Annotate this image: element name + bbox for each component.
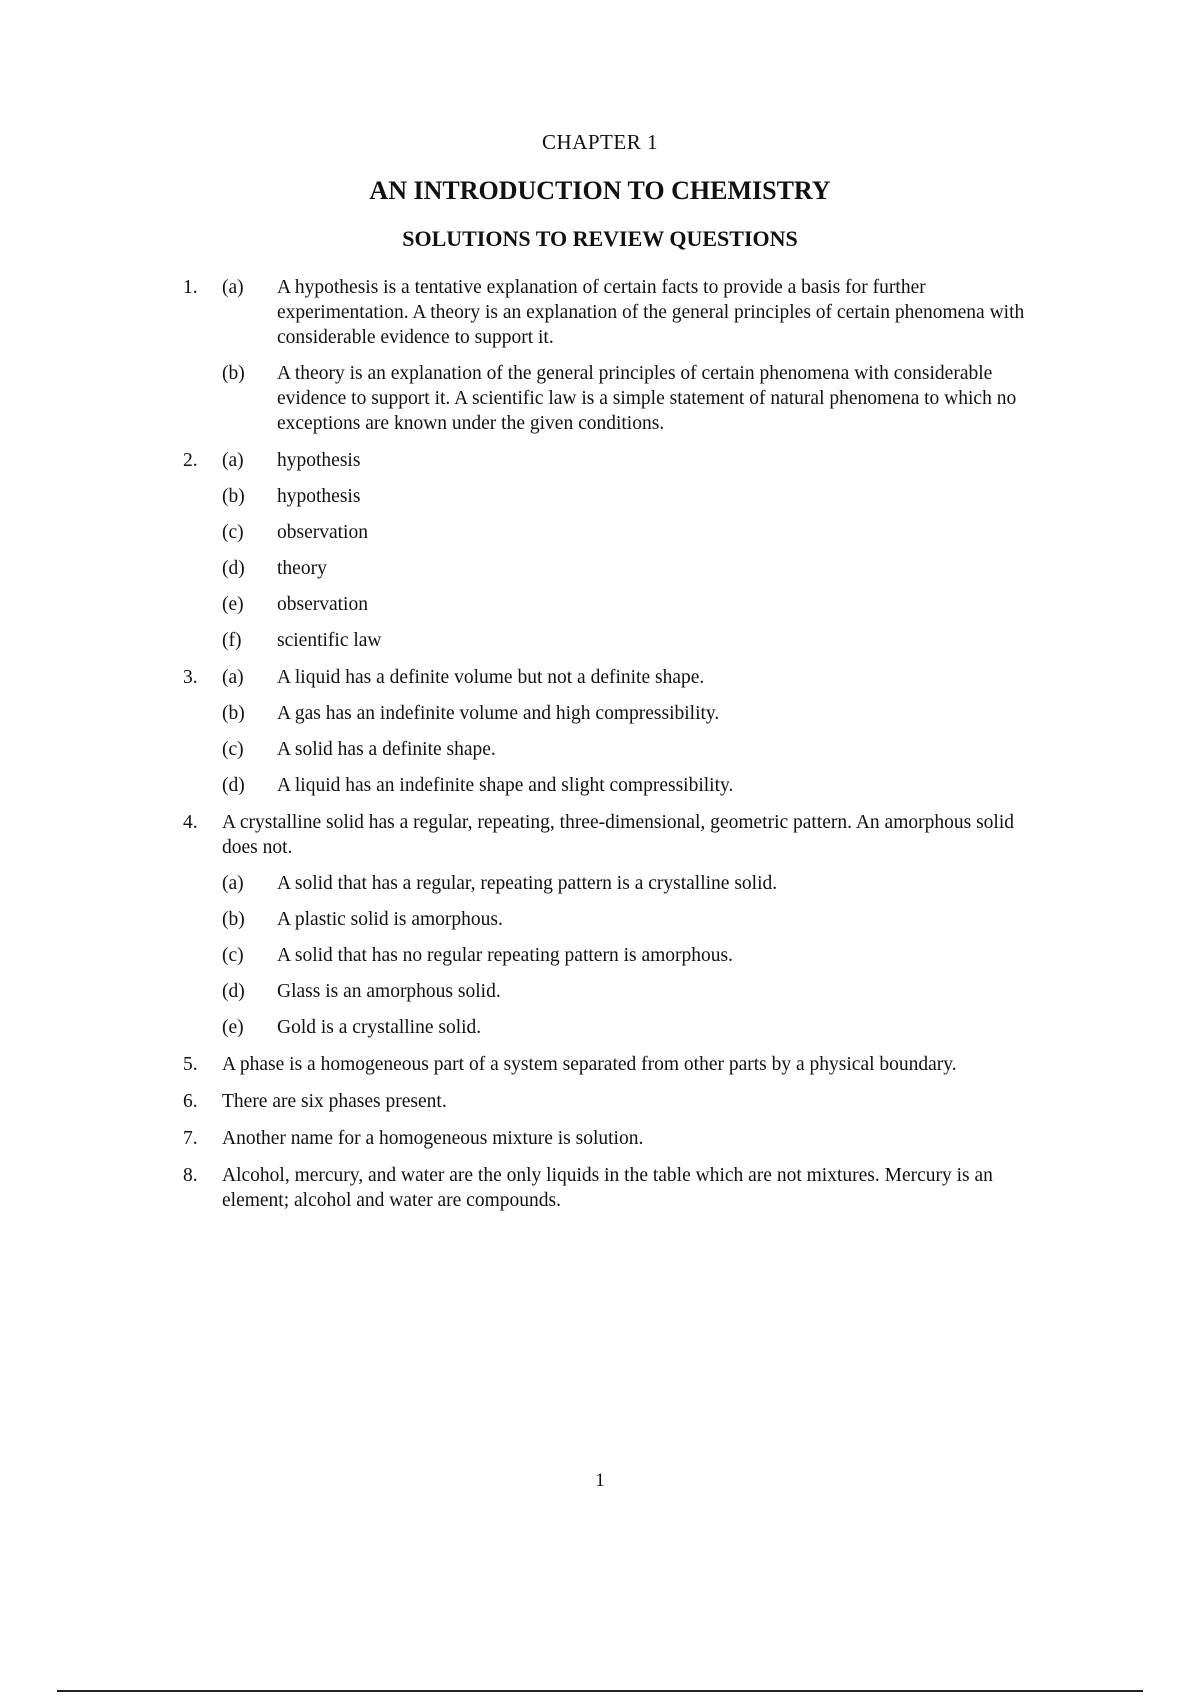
part-text: hypothesis	[277, 450, 361, 471]
question-7	[183, 1126, 1033, 1151]
answer-part	[222, 520, 1033, 545]
question-number: 2.	[183, 450, 198, 471]
answer-part	[222, 871, 1033, 896]
question-4	[183, 810, 1033, 1040]
chapter-label: CHAPTER 1	[542, 130, 658, 154]
part-label: (d)	[222, 981, 245, 1002]
answer-part	[222, 979, 1033, 1004]
answer-part	[222, 361, 1033, 436]
part-text: scientific law	[277, 630, 382, 651]
question-8	[183, 1163, 1033, 1213]
part-label: (d)	[222, 775, 245, 796]
answer-part	[222, 665, 1033, 690]
part-text: A solid that has no regular repeating pattern is amorphous.	[277, 945, 733, 966]
part-label: (a)	[222, 450, 244, 471]
answer-part	[222, 628, 1033, 653]
part-label: (c)	[222, 522, 244, 543]
answer-part	[222, 484, 1033, 509]
question-intro: A crystalline solid has a regular, repeating, three-dimensional, geometric pattern. An amorphous solid does not.	[222, 812, 1014, 858]
part-label: (b)	[222, 703, 245, 724]
part-text: A theory is an explanation of the general principles of certain phenomena with considerable evidence to support it. A scientific law is a simple statement of natural phenomena to which no exceptions are known under the given conditions.	[277, 363, 1017, 434]
part-text: hypothesis	[277, 486, 361, 507]
question-number: 5.	[183, 1054, 198, 1075]
part-text: A liquid has a definite volume but not a definite shape.	[277, 667, 705, 688]
part-text: Glass is an amorphous solid.	[277, 981, 501, 1002]
part-label: (a)	[222, 873, 244, 894]
answer-part	[222, 701, 1033, 726]
part-text: Gold is a crystalline solid.	[277, 1017, 482, 1038]
part-text: A gas has an indefinite volume and high compressibility.	[277, 703, 720, 724]
question-answer: Alcohol, mercury, and water are the only liquids in the table which are not mixtures. Mercury is an element; alcohol and water are compounds.	[222, 1165, 993, 1211]
part-text: A solid that has a regular, repeating pattern is a crystalline solid.	[277, 873, 778, 894]
part-text: observation	[277, 522, 368, 543]
question-2	[183, 448, 1033, 653]
question-answer: A phase is a homogeneous part of a system separated from other parts by a physical boundary.	[222, 1054, 957, 1075]
part-label: (b)	[222, 909, 245, 930]
answer-part	[222, 943, 1033, 968]
part-label: (a)	[222, 277, 244, 298]
part-label: (b)	[222, 486, 245, 507]
section-subtitle: SOLUTIONS TO REVIEW QUESTIONS	[402, 226, 798, 251]
question-3	[183, 665, 1033, 798]
answer-part	[222, 275, 1033, 350]
page-title: AN INTRODUCTION TO CHEMISTRY	[369, 176, 831, 205]
question-number: 7.	[183, 1128, 198, 1149]
part-label: (d)	[222, 558, 245, 579]
part-label: (a)	[222, 667, 244, 688]
question-1	[183, 275, 1033, 436]
question-number: 1.	[183, 277, 198, 298]
question-number: 4.	[183, 812, 198, 833]
answer-part	[222, 448, 1033, 473]
part-label: (c)	[222, 739, 244, 760]
part-text: theory	[277, 558, 327, 579]
part-text: A solid has a definite shape.	[277, 739, 496, 760]
part-text: A hypothesis is a tentative explanation of certain facts to provide a basis for further experimentation. A theory is an explanation of the general principles of certain phenomena with considerable evidence to support it.	[277, 277, 1025, 348]
part-label: (f)	[222, 630, 242, 651]
answer-part	[222, 773, 1033, 798]
answer-part	[222, 1015, 1033, 1040]
answer-part	[222, 737, 1033, 762]
question-number: 6.	[183, 1091, 198, 1112]
part-label: (b)	[222, 363, 245, 384]
question-5	[183, 1052, 1033, 1077]
question-answer: There are six phases present.	[222, 1091, 447, 1112]
review-questions-list	[183, 275, 1033, 1225]
question-6	[183, 1089, 1033, 1114]
answer-part	[222, 556, 1033, 581]
part-label: (e)	[222, 1017, 244, 1038]
part-text: observation	[277, 594, 368, 615]
part-label: (e)	[222, 594, 244, 615]
question-answer: Another name for a homogeneous mixture is solution.	[222, 1128, 644, 1149]
answer-part	[222, 907, 1033, 932]
page-number: 1	[595, 1470, 605, 1491]
question-number: 8.	[183, 1165, 198, 1186]
part-text: A liquid has an indefinite shape and slight compressibility.	[277, 775, 734, 796]
page-bottom-divider	[57, 1690, 1143, 1692]
part-text: A plastic solid is amorphous.	[277, 909, 503, 930]
answer-part	[222, 592, 1033, 617]
question-number: 3.	[183, 667, 198, 688]
part-label: (c)	[222, 945, 244, 966]
